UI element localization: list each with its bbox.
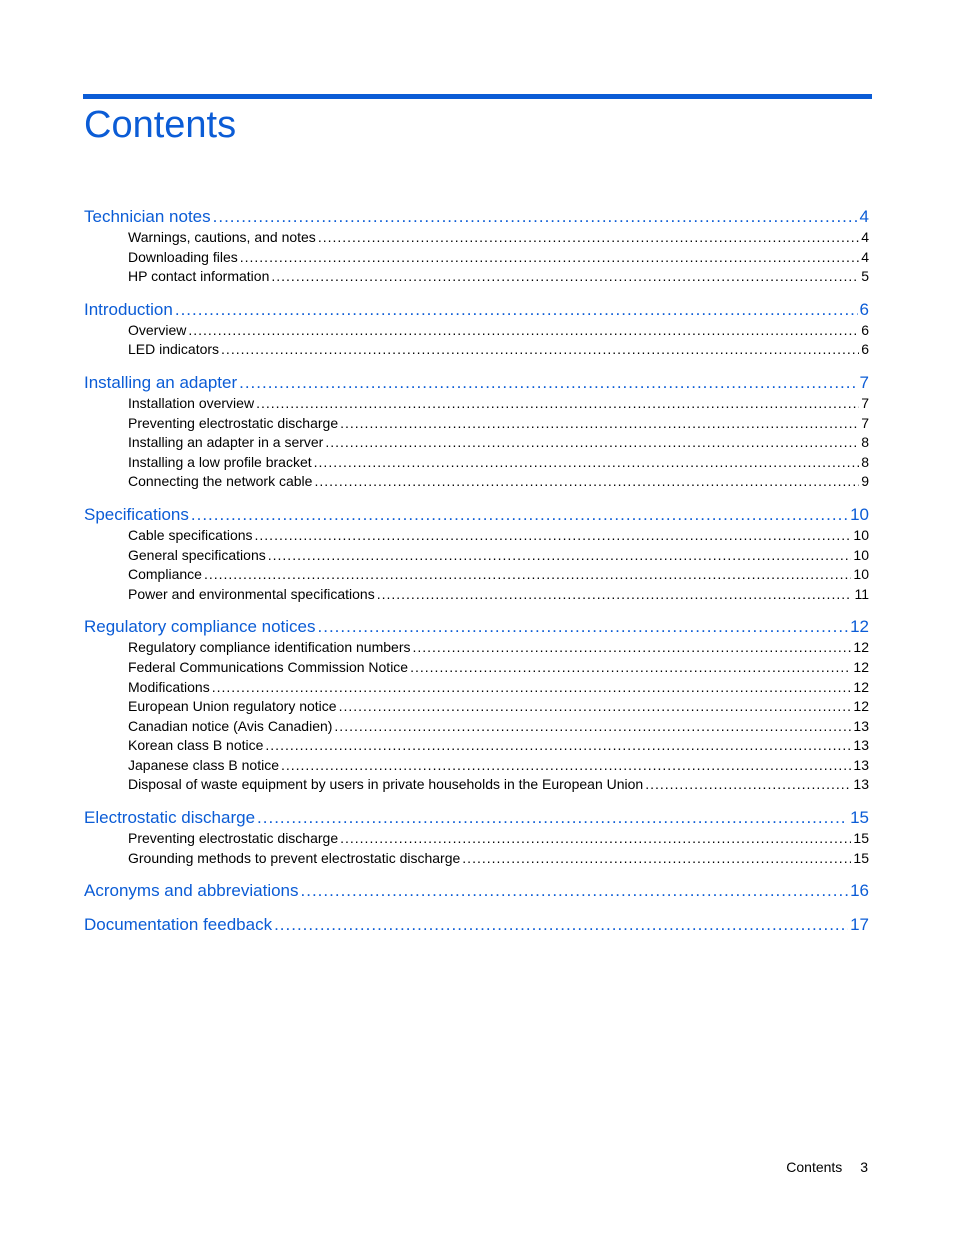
toc-subsection-link[interactable] <box>84 267 869 287</box>
toc-subsection-link[interactable] <box>84 736 869 756</box>
toc-entry-label: Preventing electrostatic discharge <box>128 414 339 431</box>
footer-label: Contents <box>786 1159 843 1175</box>
toc-entry-label: Specifications <box>84 504 189 524</box>
toc-subsection-link[interactable] <box>84 585 869 605</box>
toc-subsection-link[interactable] <box>84 546 869 566</box>
toc-subsection-link[interactable] <box>84 340 869 360</box>
toc-entry-page-number: 4 <box>861 248 869 265</box>
toc-entry-page-number: 17 <box>850 915 869 935</box>
toc-entry-label: HP contact information <box>128 268 270 285</box>
dot-leader <box>377 585 853 605</box>
toc-entry-page-number: 12 <box>853 698 869 715</box>
toc-entry-page-number: 4 <box>861 229 869 245</box>
toc-chapter-link[interactable] <box>84 298 869 321</box>
page-title: Contents <box>84 104 237 146</box>
dot-leader <box>301 879 849 902</box>
toc-entry-label: Warnings, cautions, and notes <box>128 229 316 245</box>
toc-entry-label: Canadian notice (Avis Canadien) <box>128 717 333 734</box>
dot-leader <box>221 340 859 360</box>
toc-subsection-link[interactable] <box>84 829 869 849</box>
toc-entry-label: Documentation feedback <box>84 915 273 935</box>
toc-subsection-link[interactable] <box>84 678 869 698</box>
toc-subsection-link[interactable] <box>84 849 869 869</box>
toc-entry-page-number: 13 <box>853 717 869 734</box>
toc-subsection-link[interactable] <box>84 394 869 414</box>
dot-leader <box>325 433 859 453</box>
toc-entry-label: Regulatory compliance identification numbers <box>128 639 411 656</box>
toc-subsection-link[interactable] <box>84 717 869 737</box>
toc-entry-page-number: 4 <box>859 207 869 226</box>
toc-subsection-link[interactable] <box>84 658 869 678</box>
toc-chapter-link[interactable] <box>84 913 869 936</box>
dot-leader <box>645 775 851 795</box>
toc-entry-label: European Union regulatory notice <box>128 698 337 715</box>
toc-chapter <box>84 205 869 287</box>
dot-leader <box>175 298 858 321</box>
toc-entry-page-number: 10 <box>853 526 869 543</box>
toc-entry-page-number: 12 <box>853 678 869 695</box>
dot-leader <box>256 394 859 414</box>
dot-leader <box>268 546 852 566</box>
toc-entry-page-number: 16 <box>850 881 869 901</box>
toc-entry-label: Federal Communications Commission Notice <box>128 658 409 675</box>
table-of-contents <box>84 205 869 947</box>
toc-entry-label: Installing an adapter <box>84 372 238 392</box>
toc-chapter <box>84 879 869 902</box>
toc-entry-page-number: 15 <box>853 830 869 847</box>
toc-subsection-link[interactable] <box>84 248 869 268</box>
toc-entry-label: Downloading files <box>128 248 238 265</box>
toc-entry-page-number: 7 <box>861 414 869 431</box>
dot-leader <box>318 228 859 248</box>
title-rule <box>83 94 872 99</box>
toc-entry-label: Connecting the network cable <box>128 473 313 490</box>
toc-entry-label: Power and environmental specifications <box>128 585 375 602</box>
dot-leader <box>314 472 859 492</box>
dot-leader <box>239 371 857 394</box>
dot-leader <box>281 756 851 776</box>
dot-leader <box>412 638 851 658</box>
dot-leader <box>410 658 851 678</box>
toc-entry-page-number: 15 <box>850 808 869 828</box>
toc-entry-label: Modifications <box>128 678 210 695</box>
toc-entry-label: Technician notes <box>84 207 211 226</box>
toc-subsection-link[interactable] <box>84 526 869 546</box>
dot-leader <box>257 806 848 829</box>
toc-entry-page-number: 7 <box>859 372 869 392</box>
toc-entry-label: Installation overview <box>128 394 255 411</box>
toc-entry-page-number: 6 <box>861 321 869 338</box>
toc-entry-page-number: 13 <box>853 776 869 793</box>
toc-chapter <box>84 503 869 604</box>
toc-entry-label: Acronyms and abbreviations <box>84 881 299 901</box>
toc-chapter <box>84 298 869 360</box>
dot-leader <box>334 717 851 737</box>
toc-entry-label: Compliance <box>128 566 202 583</box>
dot-leader <box>255 526 852 546</box>
toc-chapter <box>84 913 869 936</box>
toc-subsection-link[interactable] <box>84 756 869 776</box>
dot-leader <box>462 849 851 869</box>
toc-entry-label: Introduction <box>84 299 173 319</box>
toc-entry-page-number: 6 <box>861 341 869 358</box>
dot-leader <box>212 678 852 698</box>
toc-chapter-link[interactable] <box>84 371 869 394</box>
toc-subsection-link[interactable] <box>84 414 869 434</box>
toc-chapter-link[interactable] <box>84 806 869 829</box>
toc-entry-page-number: 7 <box>861 394 869 411</box>
dot-leader <box>340 829 851 849</box>
toc-chapter-link[interactable] <box>84 205 869 228</box>
toc-subsection-link[interactable] <box>84 775 869 795</box>
toc-entry-page-number: 8 <box>861 434 869 451</box>
toc-entry-label: Grounding methods to prevent electrostatic discharge <box>128 849 461 866</box>
toc-subsection-link[interactable] <box>84 638 869 658</box>
toc-chapter-link[interactable] <box>84 879 869 902</box>
toc-chapter <box>84 615 869 795</box>
toc-subsection-link[interactable] <box>84 228 869 248</box>
dot-leader <box>339 697 852 717</box>
toc-entry-page-number: 13 <box>853 756 869 773</box>
toc-chapter-link[interactable] <box>84 615 869 638</box>
toc-entry-label: Installing an adapter in a server <box>128 434 324 451</box>
toc-entry-page-number: 6 <box>859 299 869 319</box>
dot-leader <box>204 565 851 585</box>
dot-leader <box>314 453 860 473</box>
dot-leader <box>271 267 859 287</box>
dot-leader <box>265 736 851 756</box>
toc-chapter-link[interactable] <box>84 503 869 526</box>
toc-entry-page-number: 11 <box>854 585 869 602</box>
dot-leader <box>274 913 848 936</box>
toc-entry-page-number: 10 <box>853 566 869 583</box>
dot-leader <box>318 615 849 638</box>
toc-entry-page-number: 15 <box>853 849 869 866</box>
toc-entry-page-number: 8 <box>861 453 869 470</box>
toc-entry-label: General specifications <box>128 546 266 563</box>
toc-subsection-link[interactable] <box>84 565 869 585</box>
toc-entry-label: Regulatory compliance notices <box>84 617 316 637</box>
page-footer <box>786 1159 868 1175</box>
toc-subsection-link[interactable] <box>84 453 869 473</box>
toc-entry-label: Electrostatic discharge <box>84 808 256 828</box>
toc-entry-label: LED indicators <box>128 341 220 358</box>
toc-entry-page-number: 12 <box>853 639 869 656</box>
toc-entry-page-number: 9 <box>861 473 869 490</box>
dot-leader <box>191 503 848 526</box>
toc-subsection-link[interactable] <box>84 697 869 717</box>
dot-leader <box>340 414 859 434</box>
toc-subsection-link[interactable] <box>84 321 869 341</box>
dot-leader <box>213 205 858 228</box>
toc-chapter <box>84 806 869 868</box>
toc-entry-label: Korean class B notice <box>128 737 264 754</box>
toc-entry-label: Disposal of waste equipment by users in private households in the European Union <box>128 776 644 793</box>
toc-entry-page-number: 12 <box>850 617 869 637</box>
toc-entry-page-number: 10 <box>853 546 869 563</box>
toc-entry-label: Cable specifications <box>128 526 253 543</box>
toc-entry-label: Preventing electrostatic discharge <box>128 830 339 847</box>
toc-entry-label: Japanese class B notice <box>128 756 279 773</box>
toc-entry-page-number: 12 <box>853 658 869 675</box>
toc-subsection-link[interactable] <box>84 433 869 453</box>
toc-subsection-link[interactable] <box>84 472 869 492</box>
toc-entry-page-number: 5 <box>861 268 869 285</box>
dot-leader <box>188 321 859 341</box>
toc-entry-page-number: 10 <box>850 504 869 524</box>
toc-chapter <box>84 371 869 492</box>
dot-leader <box>240 248 859 268</box>
footer-page-number: 3 <box>860 1159 868 1175</box>
toc-entry-label: Installing a low profile bracket <box>128 453 312 470</box>
toc-entry-page-number: 13 <box>853 737 869 754</box>
toc-entry-label: Overview <box>128 321 187 338</box>
